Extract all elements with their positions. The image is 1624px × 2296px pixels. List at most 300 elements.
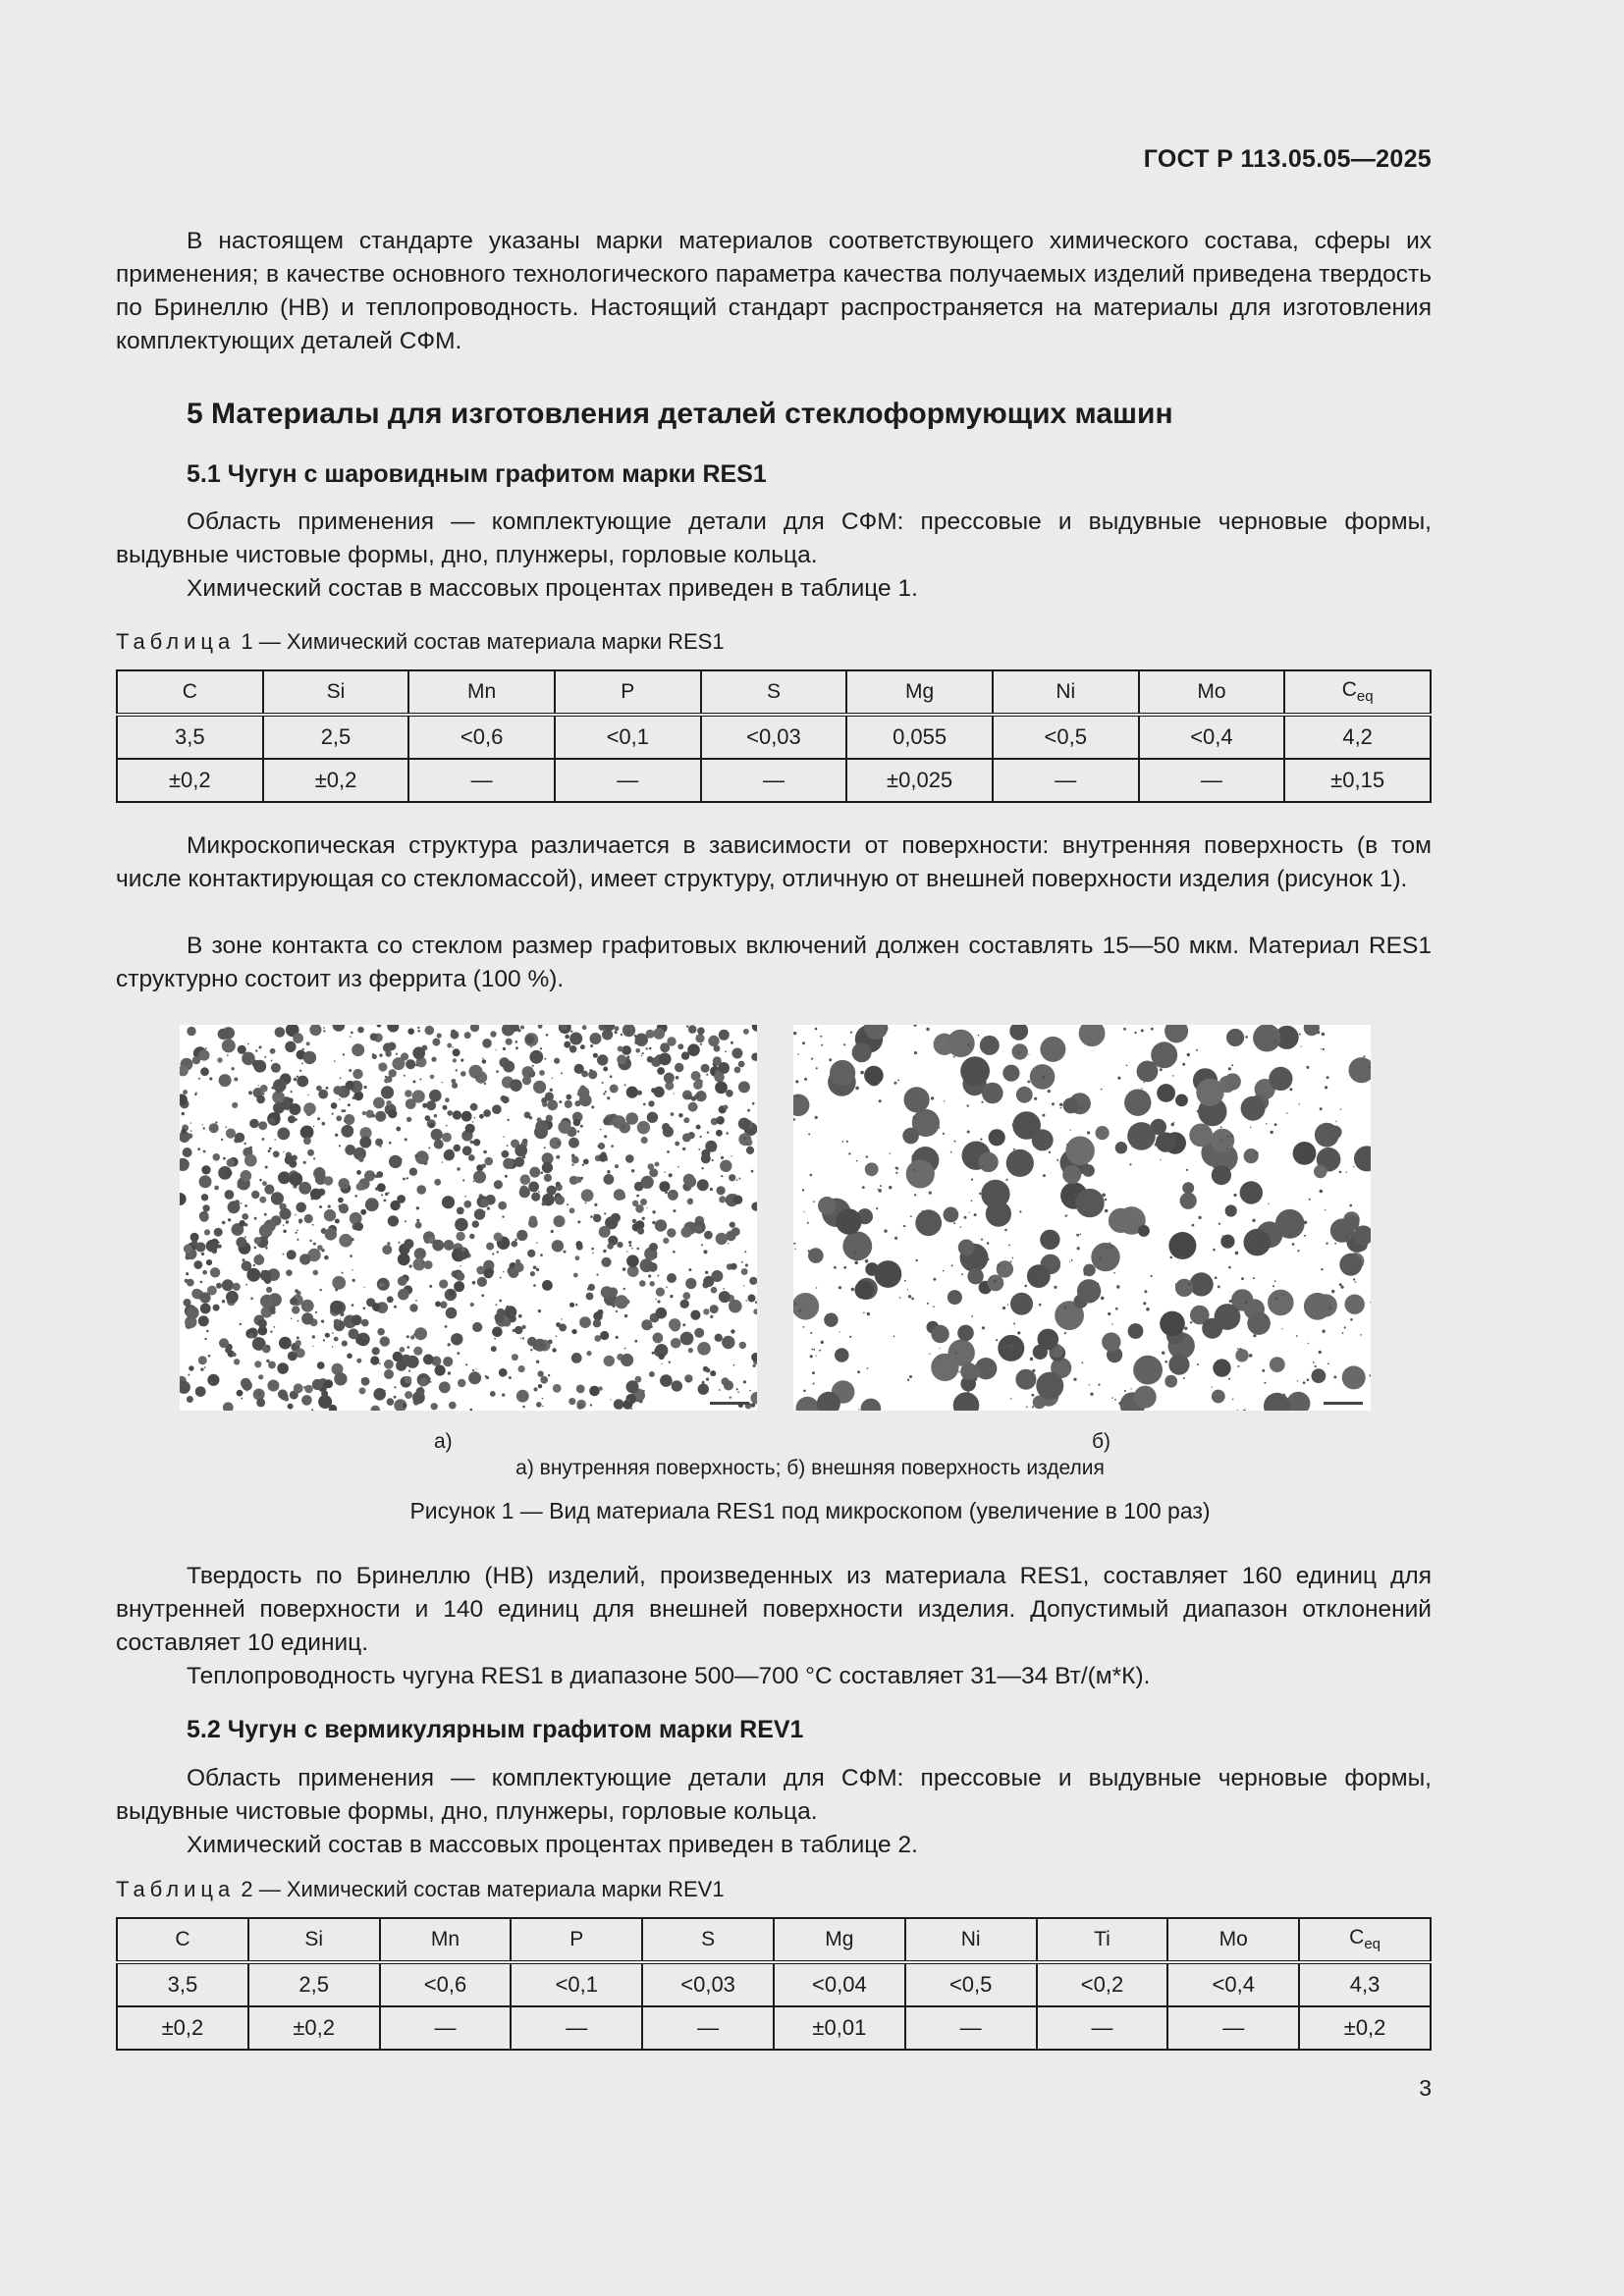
graphite-nodule [1196,1079,1223,1106]
graphite-nodule [464,1032,471,1039]
graphite-nodule [657,1067,665,1075]
graphite-nodule [355,1335,365,1345]
speck [1019,1210,1021,1212]
graphite-nodule [222,1039,236,1052]
graphite-nodule [597,1309,603,1315]
graphite-nodule [651,1088,656,1093]
graphite-nodule [490,1031,496,1037]
speck [1226,1148,1228,1149]
graphite-nodule [388,1215,399,1226]
speck [802,1189,804,1191]
speck [914,1194,916,1196]
micrograph-outer-svg [793,1025,1371,1411]
graphite-nodule [303,1051,316,1064]
speck [1244,1301,1247,1304]
speck [669,1362,671,1363]
speck [1342,1332,1344,1334]
graphite-nodule [746,1147,754,1154]
graphite-nodule [660,1374,673,1387]
graphite-nodule [236,1237,246,1248]
graphite-nodule [462,1146,472,1155]
figure-label-a: а) [434,1430,453,1453]
graphite-nodule [452,1083,458,1089]
speck [596,1274,598,1276]
speck [1328,1307,1332,1310]
speck [507,1119,509,1121]
speck [1237,1348,1239,1350]
speck [1008,1245,1010,1247]
speck [476,1368,477,1369]
graphite-nodule [626,1380,639,1393]
speck [1039,1304,1042,1307]
graphite-nodule [527,1250,535,1257]
speck [633,1266,635,1268]
graphite-nodule [518,1365,525,1372]
ceq-main: C [1349,1926,1365,1949]
speck [1032,1369,1035,1372]
speck [570,1031,572,1033]
speck [843,1266,846,1269]
graphite-nodule [1075,1189,1104,1217]
speck [1116,1285,1119,1288]
speck [626,1058,628,1060]
speck [429,1285,432,1288]
speck [398,1129,401,1132]
speck [590,1044,593,1047]
graphite-nodule [423,1161,427,1165]
speck [933,1306,935,1308]
speck [1105,1209,1109,1213]
speck [1042,1076,1045,1079]
table-cell: — [701,759,847,802]
graphite-nodule [491,1346,497,1352]
subsection-5-1-title: 5.1 Чугун с шаровидным графитом марки RES1 [187,460,767,488]
graphite-nodule [289,1098,293,1102]
speck [413,1334,415,1336]
speck [1064,1332,1066,1334]
graphite-nodule [1062,1165,1081,1184]
speck [335,1288,338,1291]
speck [536,1361,539,1363]
speck [1056,1159,1058,1161]
speck [381,1287,384,1290]
speck [634,1035,637,1038]
speck [631,1169,634,1172]
speck [267,1345,271,1349]
speck [384,1048,386,1050]
speck [556,1335,558,1337]
graphite-nodule [188,1133,193,1139]
speck [387,1242,390,1245]
speck [953,1222,955,1224]
speck [1118,1402,1121,1405]
table-cell: 3,5 [117,1962,248,2006]
graphite-nodule [1180,1193,1197,1209]
speck [730,1397,731,1399]
speck [295,1214,296,1215]
speck [913,1116,916,1119]
graphite-nodule [711,1287,718,1294]
speck [1004,1229,1007,1232]
graphite-nodule [301,1312,313,1324]
speck [571,1331,573,1333]
graphite-nodule [598,1386,602,1390]
speck [299,1070,301,1072]
figure-label-b: б) [1092,1430,1111,1453]
speck [796,1095,799,1098]
speck [639,1400,643,1404]
speck [532,1065,534,1067]
speck [971,1315,973,1317]
speck [385,1390,386,1391]
graphite-nodule [256,1095,265,1104]
speck [472,1369,474,1371]
speck [913,1169,916,1172]
s52-paragraph-chem: Химический состав в массовых процентах приведен в таблице 2. [187,1832,918,1858]
graphite-nodule [333,1086,342,1095]
speck [1017,1052,1020,1055]
table-header-cell: P [555,670,701,715]
speck [971,1093,973,1095]
speck [197,1148,200,1150]
speck [303,1386,305,1388]
graphite-nodule [738,1081,750,1093]
speck [1243,1410,1246,1411]
speck [1218,1286,1220,1289]
speck [452,1046,453,1047]
speck [296,1232,298,1234]
speck [283,1254,285,1255]
micrograph-inner-svg [180,1025,757,1411]
speck [405,1138,407,1141]
speck [909,1375,912,1378]
graphite-nodule [538,1025,543,1029]
speck [232,1067,235,1070]
speck [472,1121,474,1123]
graphite-nodule [653,1028,665,1040]
speck [841,1141,843,1143]
speck [349,1069,352,1072]
speck [895,1167,898,1170]
speck [803,1390,806,1393]
graphite-nodule [218,1245,222,1249]
graphite-nodule [529,1216,537,1224]
speck [964,1216,967,1219]
speck [533,1265,537,1269]
speck [650,1282,652,1284]
graphite-nodule [944,1207,959,1223]
speck [297,1239,298,1241]
speck [435,1406,437,1408]
speck [1028,1301,1031,1304]
table-cell: 4,2 [1284,715,1431,759]
speck [944,1100,945,1101]
speck [240,1323,242,1325]
graphite-nodule [456,1272,464,1281]
speck [810,1355,813,1358]
graphite-nodule [544,1174,552,1182]
graphite-nodule [656,1308,668,1319]
graphite-nodule [248,1091,252,1095]
speck [1097,1283,1099,1285]
speck [1106,1247,1109,1250]
table-header-cell: Si [248,1918,380,1962]
speck [621,1034,623,1036]
speck [1161,1159,1162,1160]
graphite-nodule [649,1371,655,1377]
graphite-nodule [258,1319,267,1328]
speck [1063,1306,1066,1308]
speck [1031,1373,1034,1376]
speck [682,1323,685,1326]
graphite-nodule [432,1240,444,1252]
speck [922,1210,924,1212]
graphite-nodule [988,1275,1004,1292]
speck [335,1134,338,1137]
speck [960,1336,963,1339]
table-cell: <0,2 [1037,1962,1168,2006]
graphite-nodule [615,1295,628,1308]
table-cell: 2,5 [263,715,409,759]
graphite-nodule [435,1365,446,1376]
graphite-nodule [980,1036,1000,1055]
graphite-nodule [344,1114,354,1125]
speck [951,1294,954,1297]
graphite-nodule [352,1043,364,1056]
speck [909,1134,912,1137]
graphite-nodule [304,1214,313,1223]
graphite-nodule [439,1381,451,1393]
graphite-nodule [580,1044,585,1049]
speck [816,1287,817,1288]
speck [1322,1330,1325,1333]
speck [931,1096,934,1099]
speck [297,1076,298,1078]
speck [812,1371,815,1374]
speck [1235,1252,1239,1255]
graphite-nodule [677,1043,683,1049]
speck [1264,1382,1266,1384]
graphite-nodule [483,1109,491,1117]
graphite-nodule [482,1059,486,1063]
speck [465,1134,467,1136]
speck [258,1085,259,1086]
speck [557,1142,560,1145]
speck [1299,1103,1300,1104]
graphite-nodule [223,1402,234,1411]
speck [702,1381,705,1384]
speck [954,1141,956,1143]
graphite-nodule [1133,1356,1163,1385]
speck [642,1217,645,1220]
graphite-nodule [1175,1095,1188,1107]
speck [311,1409,313,1411]
graphite-nodule [485,1157,494,1166]
speck [1341,1286,1344,1289]
graphite-nodule [458,1379,465,1387]
graphite-nodule [738,1061,745,1068]
graphite-nodule [490,1391,496,1397]
graphite-nodule [266,1287,272,1293]
table-cell: <0,5 [905,1962,1037,2006]
graphite-nodule [336,1115,342,1121]
table-cell: 0,055 [846,715,993,759]
speck [1145,1364,1146,1365]
table-cell: ±0,2 [117,759,263,802]
speck [448,1343,451,1346]
speck [810,1174,813,1177]
graphite-nodule [739,1342,746,1349]
graphite-nodule [339,1234,352,1248]
graphite-nodule [291,1043,296,1048]
graphite-nodule [385,1050,391,1056]
table-cell: <0,5 [993,715,1139,759]
speck [269,1148,272,1150]
speck [751,1170,754,1173]
graphite-nodule [298,1182,311,1195]
speck [733,1364,735,1366]
speck [743,1285,744,1286]
speck [544,1147,546,1148]
graphite-nodule [691,1071,701,1081]
speck [721,1156,724,1159]
speck [839,1286,841,1289]
speck [1010,1260,1012,1262]
graphite-nodule [273,1079,287,1093]
graphite-nodule [533,1387,537,1391]
graphite-nodule [753,1308,757,1314]
graphite-nodule [647,1056,654,1063]
graphite-nodule [516,1230,527,1241]
graphite-nodule [472,1322,482,1332]
speck [582,1164,584,1166]
speck [813,1201,815,1202]
speck [359,1154,361,1156]
speck [624,1084,626,1086]
speck [403,1178,406,1181]
speck [804,1078,807,1081]
speck [746,1144,748,1146]
speck [339,1145,341,1147]
graphite-nodule [685,1278,696,1289]
speck [1326,1076,1329,1079]
speck [969,1212,970,1213]
speck [243,1258,245,1261]
graphite-nodule [625,1112,638,1125]
speck [755,1302,757,1304]
table-1 [116,669,1432,803]
graphite-nodule [669,1318,680,1330]
speck [303,1161,306,1164]
speck [667,1150,670,1153]
graphite-nodule [743,1029,749,1035]
speck [880,1185,882,1187]
graphite-nodule [239,1220,245,1227]
speck [1353,1278,1355,1280]
speck [689,1199,692,1201]
graphite-nodule [184,1299,191,1307]
graphite-nodule [375,1139,383,1147]
speck [1048,1090,1051,1093]
speck [978,1035,980,1037]
speck [1214,1117,1216,1119]
speck [1278,1080,1281,1083]
graphite-nodule [986,1201,1011,1227]
graphite-nodule [405,1090,412,1097]
speck [1182,1063,1185,1066]
speck [1252,1219,1255,1222]
graphite-nodule [734,1067,741,1074]
graphite-nodule [292,1306,299,1313]
speck [1027,1081,1030,1084]
graphite-nodule [233,1283,241,1291]
graphite-nodule [380,1336,390,1346]
speck [1074,1194,1076,1196]
speck [465,1363,467,1365]
speck [195,1093,197,1095]
speck [674,1094,675,1095]
graphite-nodule [1189,1124,1213,1148]
speck [701,1167,703,1169]
speck [1218,1223,1220,1225]
graphite-nodule [593,1053,598,1058]
speck [939,1127,941,1129]
graphite-nodule [201,1165,210,1174]
speck [600,1129,602,1131]
micrograph-outer-surface [793,1025,1371,1411]
speck [655,1299,656,1300]
graphite-nodule [512,1354,518,1361]
speck [208,1355,211,1358]
speck [550,1161,552,1163]
graphite-nodule [264,1220,276,1232]
speck [223,1157,226,1160]
speck [1319,1351,1322,1354]
speck [448,1371,451,1374]
table-cell: 2,5 [248,1962,380,2006]
graphite-nodule [393,1352,403,1362]
graphite-nodule [1102,1332,1120,1351]
speck [619,1245,621,1247]
graphite-nodule [577,1087,589,1098]
graphite-nodule [618,1046,623,1052]
graphite-nodule [234,1078,238,1082]
speck [701,1091,703,1093]
speck [536,1242,537,1243]
graphite-nodule [1012,1043,1028,1059]
speck [643,1103,646,1106]
graphite-nodule [465,1124,475,1134]
speck [1065,1215,1067,1217]
graphite-nodule [372,1303,381,1311]
speck [462,1179,464,1181]
graphite-nodule [1010,1293,1033,1315]
graphite-nodule [1124,1090,1151,1116]
speck [1325,1209,1326,1210]
speck [1346,1172,1347,1173]
speck [1254,1246,1256,1248]
speck [1139,1069,1140,1070]
speck [394,1396,397,1399]
speck [794,1303,797,1306]
graphite-nodule [365,1198,379,1211]
graphite-nodule [1091,1243,1119,1271]
speck [1286,1112,1287,1113]
speck [1002,1265,1004,1267]
graphite-nodule [659,1354,665,1360]
graphite-nodule [187,1396,193,1403]
graphite-nodule [603,1067,608,1072]
